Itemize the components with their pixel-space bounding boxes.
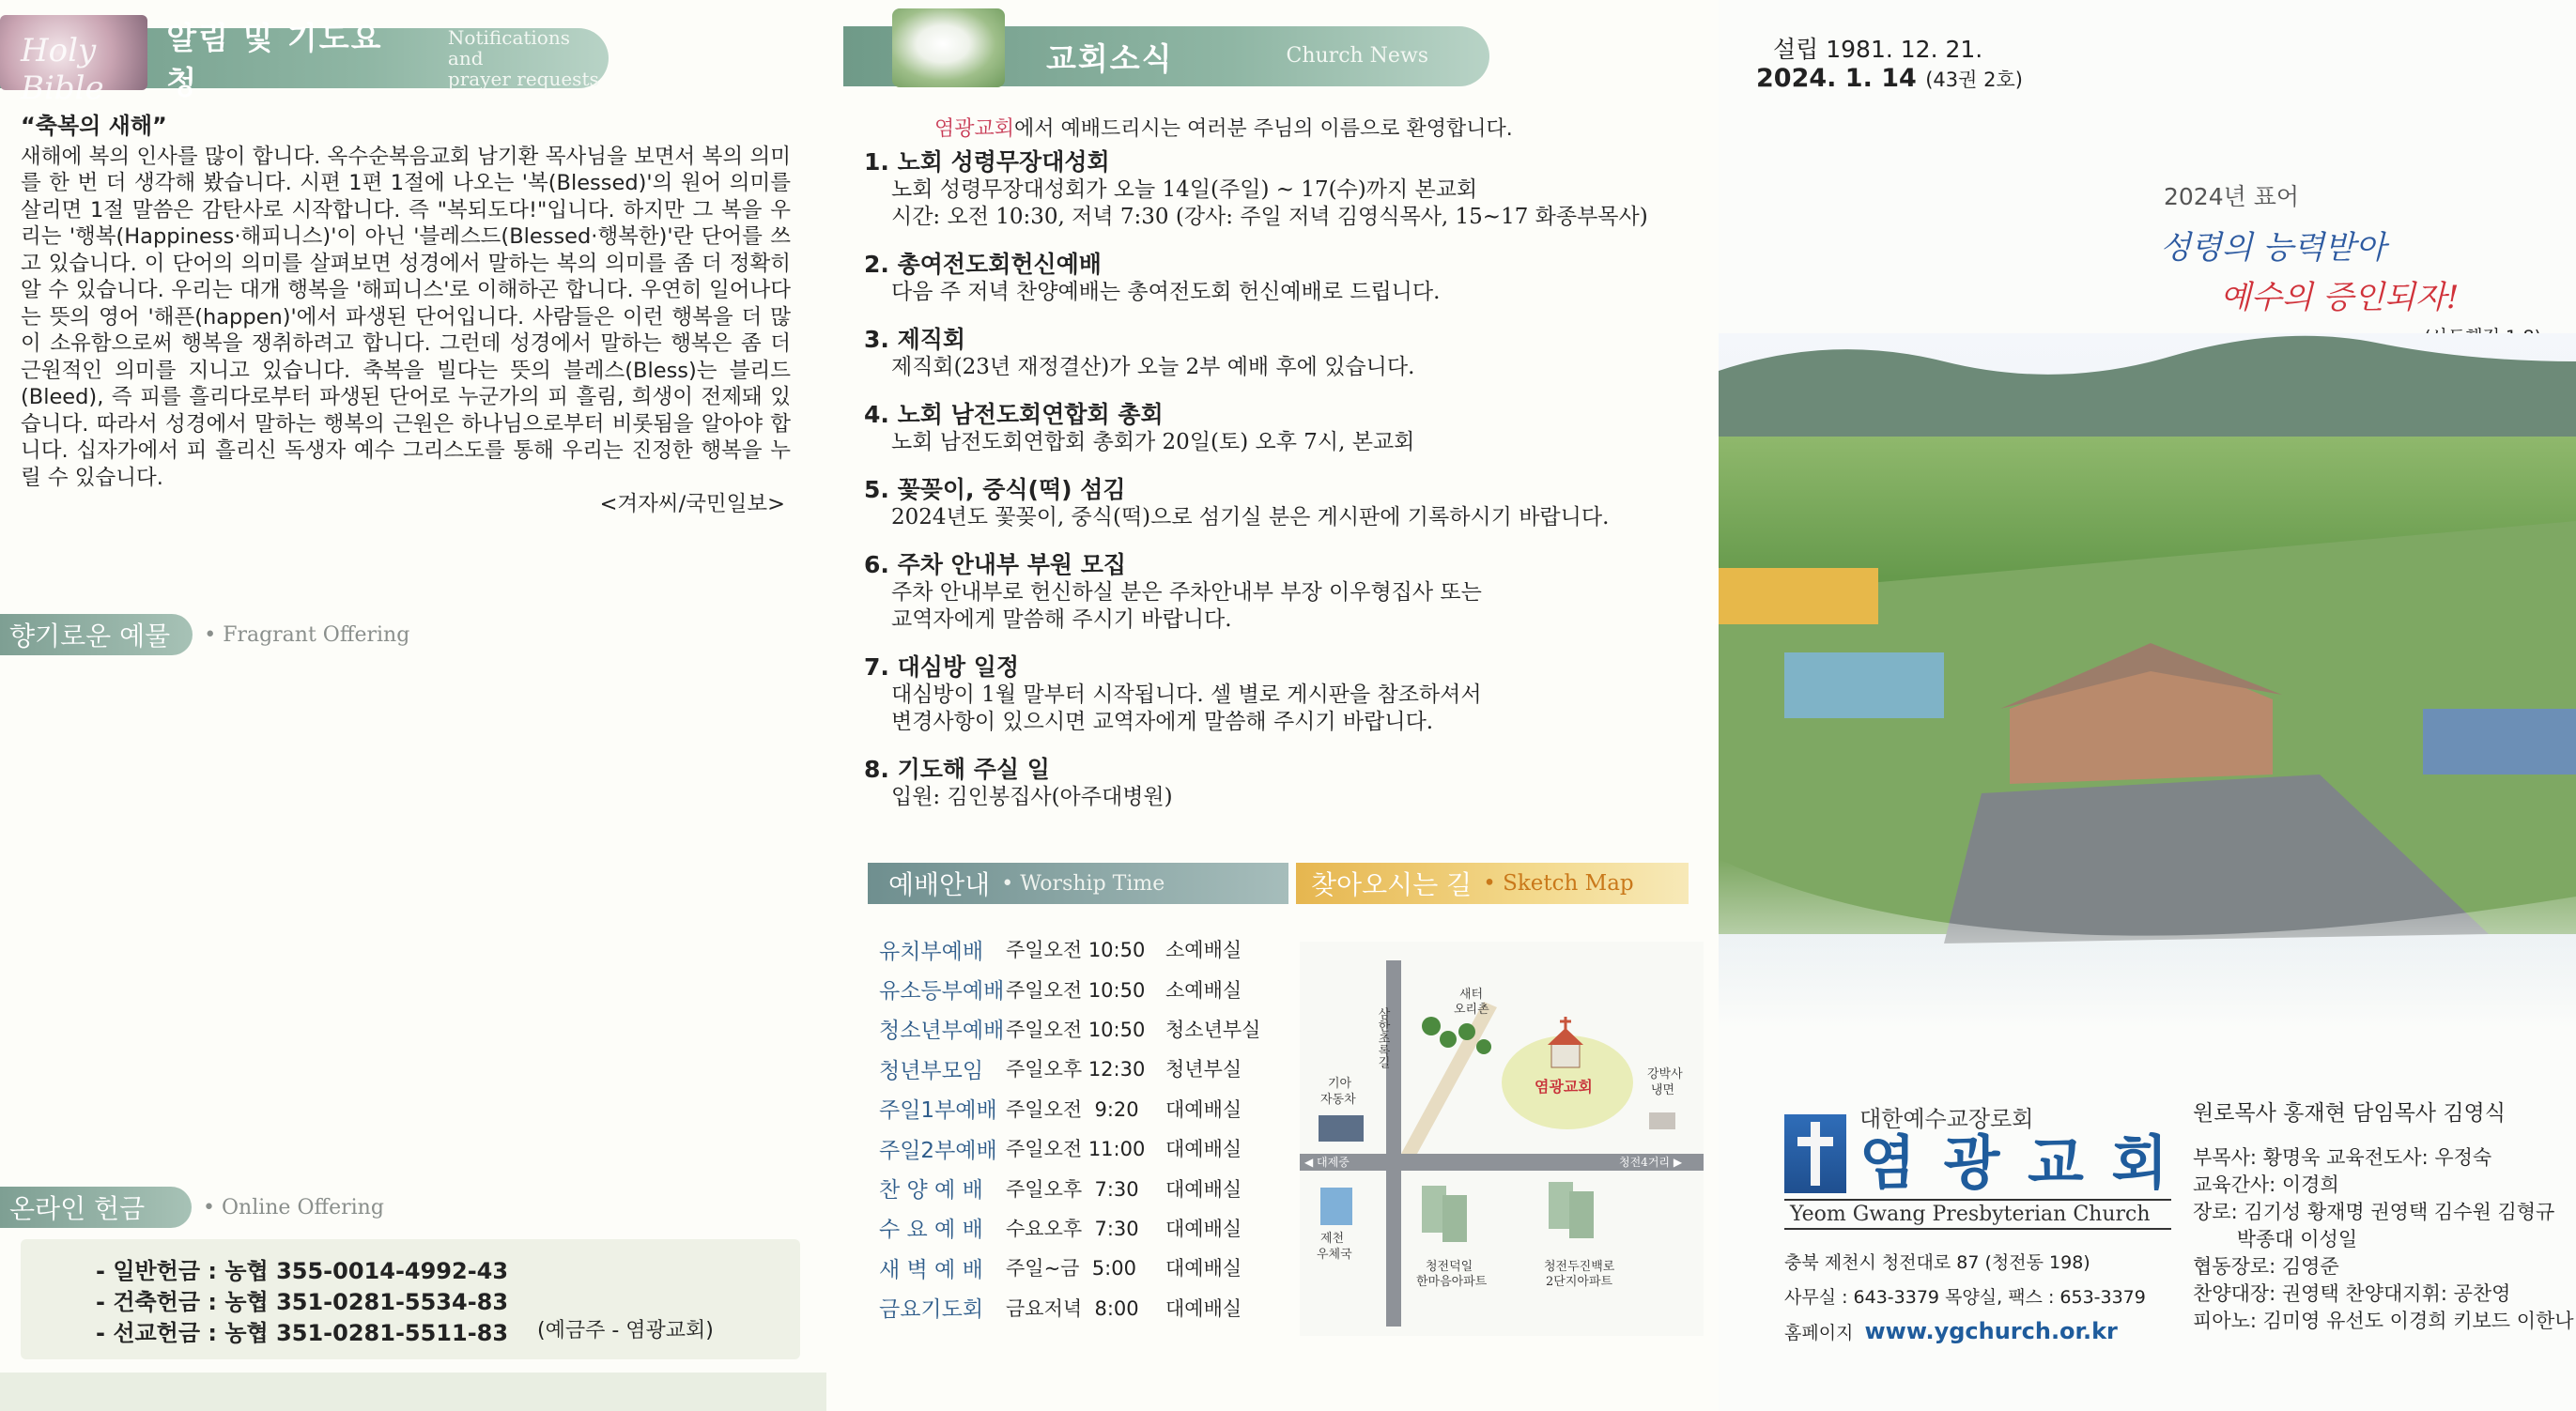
map-road-left-label: ◀ 대제중 [1304,1156,1350,1169]
news-item-title: 1. 노회 성령무장대성회 [864,148,1110,176]
worship-time: 주일오전 10:50 [1006,939,1146,962]
worship-name: 청소년부예배 [879,1019,1005,1044]
church-name: 염 광 교 회 [1859,1128,2172,1197]
worship-time: 주일~금 5:00 [1006,1257,1136,1281]
established-date: 설립 1981. 12. 21. [1773,36,1983,63]
staff-line: 원로목사 홍재현 담임목사 김영식 [2193,1101,2506,1126]
church-news-title: 교회소식 [1046,39,1174,77]
news-item [864,250,1709,306]
map-kia-2: 자동차 [1320,1093,1356,1107]
church-english-name: Yeom Gwang Presbyterian Church [1784,1199,2171,1230]
worship-row [879,1049,1283,1088]
worship-time: 주일오후 7:30 [1006,1177,1139,1201]
map-road-vertical-label: 삼한초록길 [1375,1007,1390,1068]
worship-time: 주일오전 9:20 [1006,1097,1139,1121]
article-title: “축복의 새해” [21,113,167,139]
motto-line-2: 예수의 증인되자! [2220,279,2460,316]
account-building: - 건축헌금 : 농협 351-0281-5534-83 [96,1289,509,1315]
worship-row [879,1248,1283,1287]
news-item-body: 교역자에게 말씀해 주시기 바랍니다. [891,607,1232,632]
staff-line: 교육간사: 이경희 [2193,1173,2339,1196]
news-item-body: 노회 남전도회연합회 총회가 20일(토) 오후 7시, 본교회 [891,430,1415,454]
account-general: - 일반헌금 : 농협 355-0014-4992-43 [96,1258,509,1284]
worship-time: 주일오전 11:00 [1006,1138,1146,1161]
restaurant-icon [1649,1112,1675,1129]
news-item [864,550,1709,634]
map-gangbak-1: 강박사 [1647,1067,1683,1081]
bulletin-date: 2024. 1. 14 (43권 2호) [1756,64,2023,93]
online-offering-sub: • Online Offering [203,1196,384,1219]
article-body: 새해에 복의 인사를 많이 합니다. 옥수순복음교회 남기환 목사님을 보면서 복의 의미를 한 번 더 생각해 봤습니다. 시편 1편 1절에 나오는 '복(Blessed)'의 원어 의미를 살리면 1절 말씀은 감탄사로 시작합니다. 즉 "복되도다!"입니다. 하지만 그 복을 우리는 '행복(Happiness·해피니스)'이 아닌 '블레스드(Blessed·행복한)'란 단어를 쓰고 있습니다. 이 단어의 의미를 살펴보면 성경에서 말하는 복의 의미를 좀 더 정확히 알 수 있습니다. 우리는 대개 행복을 '해피니스'로 이해하곤 합니다. 우연히 일어나다는 뜻의 영어 '해픈(happen)'에서 파생된 단어입니다. 사람들은 이런 행복을 더 많이 소유함으로써 행복을 쟁취하려고 합니다. 그런데 성경에서 말하는 행복은 좀 더 근원적인 의미를 지니고 있습니다. 축복을 빌다는 뜻의 블레스(Bless)는 블리드(Bleed), 즉 피를 흘리다로부터 파생된 단어로 누군가의 피 흘림, 희생이 전제돼 있습니다. 따라서 성경에서 말하는 행복의 근원은 하나님으로부터 비롯됨을 알아야 합니다. 십자가에서 피 흘리신 독생자 예수 그리스도를 통해 우리는 진정한 행복을 누릴 수 있습니다. [21,144,791,490]
notifications-header [0,20,609,107]
bottom-band [0,1373,826,1411]
sketch-map-label: 찾아오시는 길 [1311,869,1473,900]
news-item [864,475,1709,531]
worship-row [879,929,1283,969]
homepage-link[interactable]: www.ygchurch.or.kr [1864,1318,2118,1344]
staff-line: 부목사: 황명욱 교육전도사: 우정숙 [2193,1146,2492,1169]
worship-row [879,1208,1283,1248]
news-item-body: 다음 주 저녁 찬양예배는 총여전도회 헌신예배로 드립니다. [891,280,1441,304]
sketch-map-header [1296,863,1689,904]
online-offering-label: 온라인 헌금 [0,1187,192,1228]
map-apt1-b: 한마음아파트 [1416,1275,1488,1289]
map-apt2-a: 청전두진백로 [1544,1260,1615,1274]
church-aerial-photo [1719,333,2576,1028]
news-item-title: 8. 기도해 주실 일 [864,756,1050,783]
fragrant-offering-header [0,614,409,655]
worship-name: 청년부모임 [879,1058,984,1083]
welcome-line [864,113,1709,142]
worship-time: 주일오후 12:30 [1006,1058,1146,1081]
church-phone: 사무실 : 643-3379 목양실, 팩스 : 653-3379 [1784,1287,2146,1308]
year-motto [2160,178,2554,348]
worship-name: 새 벽 예 배 [879,1257,983,1282]
church-address: 충북 제천시 청전대로 87 (청전동 198) [1784,1252,2090,1273]
news-item-title: 2. 총여전도회헌신예배 [864,251,1102,278]
news-item-body: 시간: 오전 10:30, 저녁 7:30 (강사: 주일 저녁 김영식목사, 15~17 화종부목사) [891,205,1648,229]
news-item [864,755,1709,811]
map-post-1: 제천 [1320,1232,1345,1246]
map-church-label: 염광교회 [1535,1078,1593,1096]
news-item-body: 변경사항이 있으시면 교역자에게 말씀해 주시기 바랍니다. [891,710,1434,734]
church-news-panel [826,0,1719,1411]
news-list [864,113,1709,830]
cover-panel [1719,0,2576,1411]
news-item-body: 2024년도 꽃꽂이, 중식(떡)으로 섬기실 분은 게시판에 기록하시기 바랍니다. [891,505,1610,529]
volume-number: (43권 2호) [1925,69,2023,91]
worship-name: 수 요 예 배 [879,1218,983,1243]
worship-row [879,1089,1283,1128]
staff-line: 장로: 김기성 황재명 권영택 김수원 김형규 [2193,1201,2555,1223]
motto-line-1: 성령의 능력받아 [2160,229,2386,267]
worship-place: 대예배실 [1165,1257,1242,1281]
news-item-body: 대심방이 1월 말부터 시작됩니다. 셀 별로 게시판을 참조하셔서 [891,682,1482,707]
kia-building-icon [1319,1115,1364,1142]
worship-time: 주일오전 10:50 [1006,978,1146,1002]
staff-line: 찬양대장: 권영택 찬양대지휘: 공찬영 [2193,1282,2511,1305]
worship-name: 주일2부예배 [879,1138,997,1163]
worship-time: 주일오전 10:50 [1006,1018,1146,1041]
post-office-icon [1320,1188,1352,1225]
worship-schedule [879,929,1283,1327]
sketch-map-sub: • Sketch Map [1483,871,1633,896]
map-road-right-label: 청전4거리 ▶ [1619,1156,1683,1169]
map-post-2: 우체국 [1317,1248,1352,1262]
worship-place: 소예배실 [1165,939,1242,962]
news-item-title: 7. 대심방 일정 [864,653,1020,681]
worship-time: 수요오후 7:30 [1006,1217,1139,1240]
worship-place: 대예배실 [1165,1177,1242,1201]
church-logo [1784,1100,2172,1197]
map-gangbak-2: 냉면 [1651,1083,1675,1097]
staff-list [2193,1100,2574,1335]
news-item [864,400,1709,456]
notifications-title: 알림 및 기도요청 [166,20,383,100]
staff-line: 협동장로: 김영준 [2193,1255,2339,1278]
sketch-map [1300,942,1704,1336]
worship-name: 유소등부예배 [879,979,1005,1005]
worship-row [879,1168,1283,1207]
notifications-subtitle: Notifications and prayer requests [447,26,599,90]
worship-place: 대예배실 [1165,1217,1242,1240]
worship-name: 금요기도회 [879,1297,984,1323]
news-item-body: 제직회(23년 재정결산)가 오늘 2부 예배 후에 있습니다. [891,355,1415,379]
account-mission: - 선교헌금 : 농협 351-0281-5511-83 [96,1320,509,1346]
worship-row [879,1009,1283,1049]
worship-place: 대예배실 [1165,1296,1242,1320]
worship-time-sub: • Worship Time [1001,872,1165,896]
church-identity [1784,1100,2171,1344]
worship-place: 청소년부실 [1165,1018,1261,1041]
worship-row [879,1128,1283,1168]
church-news-subtitle: Church News [1286,44,1429,68]
fragrant-offering-label: 향기로운 예물 [0,614,193,655]
worship-row [879,1288,1283,1327]
map-saeteo: 새터 [1459,988,1484,1002]
cross-logo-icon [1784,1114,1846,1193]
worship-place: 청년부실 [1165,1058,1242,1081]
map-orichon: 오리촌 [1454,1003,1489,1017]
worship-place: 대예배실 [1165,1097,1242,1121]
welcome-text: 에서 예배드리시는 여러분 주님의 이름으로 환영합니다. [1014,117,1513,141]
staff-line: 박종대 이성일 [2193,1228,2358,1250]
news-item-title: 6. 주차 안내부 부원 모집 [864,551,1127,578]
worship-row [879,969,1283,1008]
yellow-building [1719,568,1878,624]
news-item [864,147,1709,231]
worship-place: 소예배실 [1165,978,1242,1002]
offering-accounts [21,1239,800,1359]
welcome-church-name: 염광교회 [934,117,1015,141]
sermon-article [21,113,791,518]
staff-line: 피아노: 김미영 유선도 이경희 키보드 이한나 [2193,1310,2574,1332]
blue-roof-houses [1784,652,1944,718]
church-homepage: 홈페이지 www.ygchurch.or.kr [1784,1318,2118,1344]
article-source: <겨자씨/국민일보> [599,492,785,516]
worship-name: 찬 양 예 배 [879,1178,983,1204]
church-news-header [843,26,1489,86]
news-item-body: 입원: 김인봉집사(아주대병원) [891,785,1173,809]
news-item-body: 노회 성령무장대성회가 오늘 14일(주일) ~ 17(수)까지 본교회 [891,177,1478,202]
news-item-title: 3. 제직회 [864,326,966,353]
denomination: 대한예수교장로회 [1859,1106,2034,1132]
online-offering-header [0,1187,384,1228]
news-item-body: 주차 안내부로 헌신하실 분은 주차안내부 부장 이우형집사 또는 [891,580,1482,605]
notifications-panel [0,0,826,1411]
staff-spacer [2193,1127,2574,1144]
news-item [864,325,1709,381]
news-item-title: 5. 꽃꽂이, 중식(떡) 섬김 [864,476,1126,503]
worship-name: 유치부예배 [879,939,984,964]
flower-photo: Holy Bible [0,15,147,90]
worship-place: 대예배실 [1165,1138,1242,1161]
worship-name: 주일1부예배 [879,1098,997,1124]
fragrant-offering-sub: • Fragrant Offering [204,623,409,647]
account-holder: (예금주 - 염광교회) [537,1319,714,1342]
news-item [864,652,1709,736]
map-apt2-b: 2단지아파트 [1546,1275,1613,1289]
lamb-photo [892,8,1005,87]
motto-label: 2024년 표어 [2164,183,2300,210]
news-item-title: 4. 노회 남전도회연합회 총회 [864,401,1164,428]
map-kia-1: 기아 [1328,1077,1352,1091]
worship-time-header [868,863,1288,904]
worship-time: 금요저녁 8:00 [1006,1296,1139,1320]
worship-time-label: 예배안내 [888,869,991,900]
map-apt1-a: 청전덕일 [1426,1260,1473,1274]
